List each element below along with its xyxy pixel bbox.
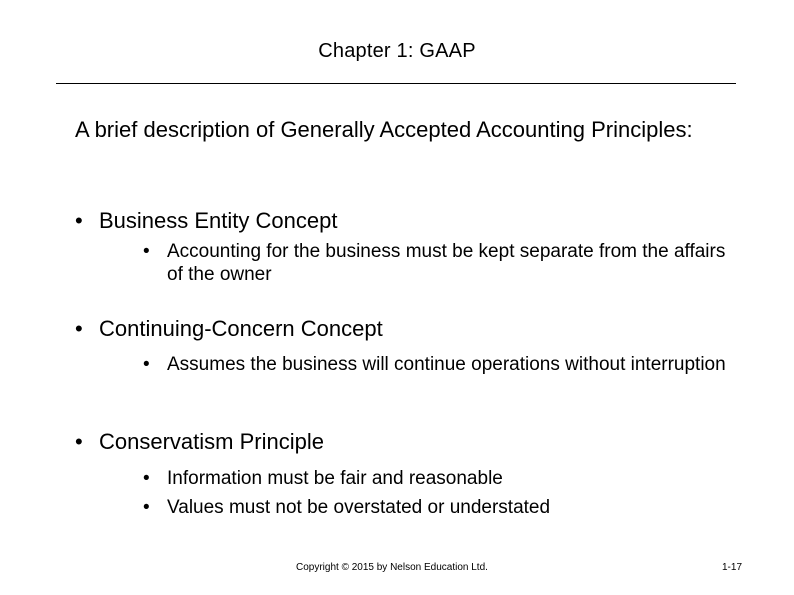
sub-point — [143, 353, 733, 376]
section-heading-label: Business Entity Concept — [99, 208, 338, 233]
bullet-icon: • — [75, 316, 83, 341]
section-heading-conservatism — [75, 429, 324, 455]
sub-point — [143, 240, 733, 286]
sub-point-text: Values must not be overstated or understated — [167, 497, 551, 518]
section-heading-business-entity — [75, 208, 337, 234]
sub-point-text: Information must be fair and reasonable — [167, 468, 503, 489]
bullet-icon: • — [143, 241, 150, 262]
bullet-icon: • — [143, 468, 150, 489]
bullet-icon: • — [75, 208, 83, 233]
section-heading-continuing-concern — [75, 316, 383, 342]
sub-point — [143, 496, 733, 519]
bullet-icon: • — [75, 429, 83, 454]
bullet-icon: • — [143, 354, 150, 375]
copyright-footer: Copyright © 2015 by Nelson Education Ltd. — [296, 562, 488, 573]
bullet-icon: • — [143, 497, 150, 518]
intro-text: A brief description of Generally Accepted Accounting Principles: — [75, 117, 693, 142]
title-divider — [56, 83, 736, 84]
sub-point — [143, 467, 733, 490]
section-heading-label: Conservatism Principle — [99, 429, 324, 454]
sub-point-text: Assumes the business will continue operations without interruption — [167, 354, 726, 375]
slide-title: Chapter 1: GAAP — [318, 40, 476, 62]
section-heading-label: Continuing-Concern Concept — [99, 316, 383, 341]
sub-point-text: Accounting for the business must be kept separate from the affairs of the owner — [167, 241, 726, 285]
page-number: 1-17 — [722, 562, 743, 573]
